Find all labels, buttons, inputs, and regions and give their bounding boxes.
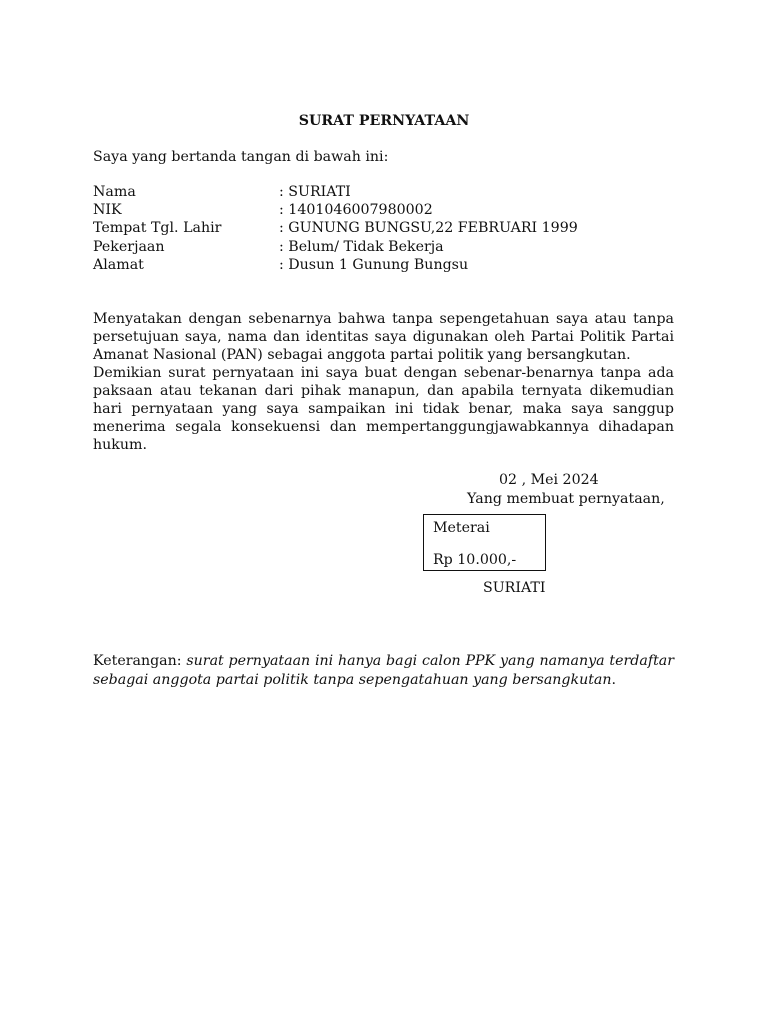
identity-row-birth [93,219,693,237]
document-title: SURAT PERNYATAAN [298,113,470,129]
intro-text: Saya yang bertanda tangan di bawah ini: [93,149,389,165]
identity-value: : SURIATI [279,184,351,200]
identity-table [93,183,693,274]
identity-label: Pekerjaan [93,238,165,255]
statement-paragraph: Menyatakan dengan sebenarnya bahwa tanpa sepengetahuan saya atau tanpa persetujuan saya, nama dan identitas saya digunakan oleh Partai Politik Partai Amanat Nasional (PAN) sebagai anggota partai politik yang bersangkutan. [93,311,674,364]
identity-row-nama [93,183,693,201]
identity-row-address [93,256,693,274]
note-text: surat pernyataan ini hanya bagi calon PPK yang namanya terdaftar sebagai anggota partai politik tanpa sepengatahuan yang bersangkutan [93,653,675,688]
note-label: Keterangan: [93,653,182,669]
stamp-label: Meterai [433,520,490,536]
identity-row-nik [93,201,693,219]
closing-paragraph: Demikian surat pernyataan ini saya buat dengan sebenar-benarnya tanpa ada paksaan atau tekanan dari pihak manapun, dan apabila ternyata dikemudian hari pernyataan yang saya sampaikan ini tidak benar, maka saya sanggup menerima segala konsekuensi dan mempertanggungjawabkannya dihadapan hukum. [93,365,674,454]
identity-value: : GUNUNG BUNGSU,22 FEBRUARI 1999 [279,220,578,237]
signer-name: SURIATI [483,580,546,596]
date-line: 02 , Mei 2024 [499,472,599,488]
identity-label: NIK [93,202,122,219]
identity-label: Alamat [93,256,144,273]
identity-label: Nama [93,184,136,200]
identity-row-occupation [93,238,693,256]
note-end: . [611,671,617,688]
identity-label: Tempat Tgl. Lahir [93,220,222,237]
note-paragraph [93,652,674,689]
identity-value: : Belum/ Tidak Bekerja [279,238,444,255]
identity-value: : Dusun 1 Gunung Bungsu [279,256,469,273]
identity-value: : 1401046007980002 [279,202,433,219]
maker-label: Yang membuat pernyataan, [467,491,665,507]
stamp-box [423,514,546,571]
stamp-value: Rp 10.000,- [433,552,517,568]
